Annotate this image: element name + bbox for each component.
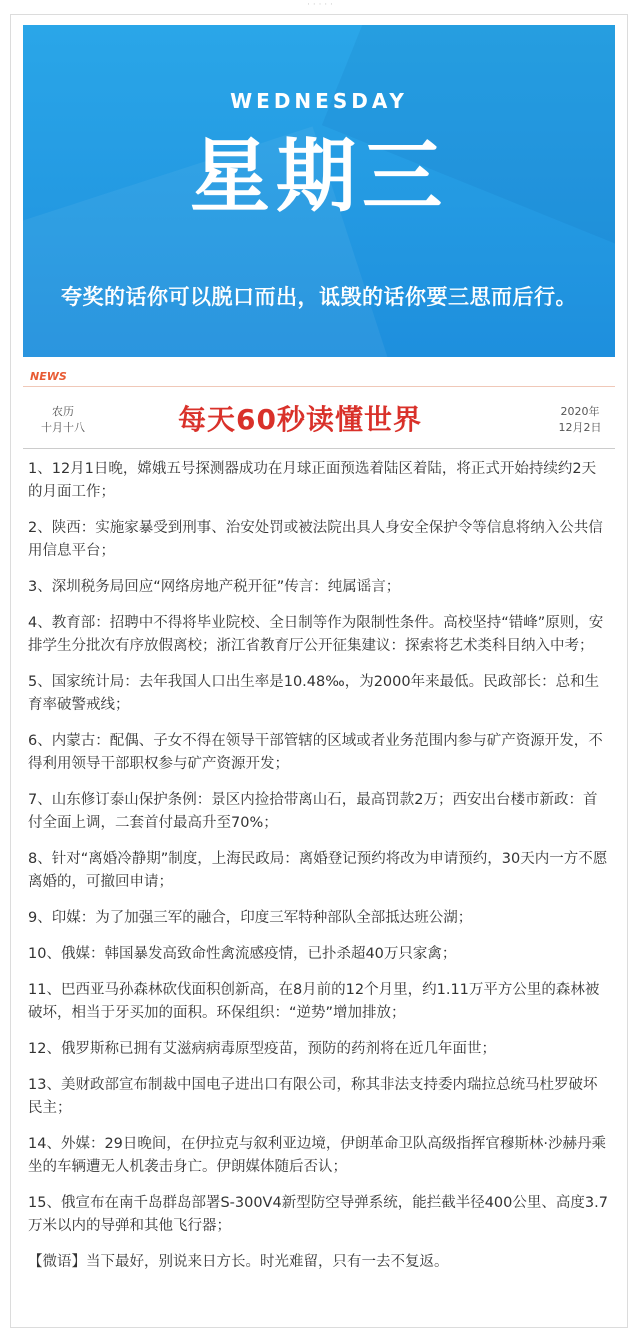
- lunar-label: 农历: [52, 405, 74, 418]
- banner-quote: 夸奖的话你可以脱口而出，诋毁的话你要三思而后行。: [61, 285, 577, 309]
- news-item: 4、教育部：招聘中不得将毕业院校、全日制等作为限制性条件。高校坚持“错峰”原则，安排学生分批次有序放假离校；浙江省教育厅公开征集建议：探索将艺术类科目纳入中考；: [28, 615, 604, 654]
- news-divider: [23, 386, 615, 387]
- lunar-day: 十月十八: [41, 421, 85, 434]
- calendar-date: [540, 404, 620, 436]
- news-item: 8、针对“离婚冷静期”制度，上海民政局：离婚登记预约将改为申请预约，30天内一方不愿离婚的，可撤回申请；: [28, 851, 608, 890]
- banner-image: [23, 25, 615, 357]
- news-item: 3、深圳税务局回应“网络房地产税开征”传言：纯属谣言；: [28, 579, 401, 595]
- news-item: 15、俄宣布在南千岛群岛部署S-300V4新型防空导弹系统，能拦截半径400公里、高度3.7万米以内的导弹和其他飞行器；: [28, 1195, 608, 1234]
- daily-motto: 【微语】当下最好，别说来日方长。时光难留，只有一去不复返。: [28, 1254, 449, 1270]
- news-item: 9、印媒：为了加强三军的融合，印度三军特种部队全部抵达班公湖；: [28, 910, 473, 926]
- news-item: 11、巴西亚马孙森林砍伐面积创新高，在8月前的12个月里，约1.11万平方公里的森林被破坏，相当于牙买加的面积。环保组织：“逆势”增加排放；: [28, 982, 600, 1021]
- date-year: 2020年: [560, 405, 600, 418]
- news-item: 10、俄媒：韩国暴发高致命性禽流感疫情，已扑杀超40万只家禽；: [28, 946, 457, 962]
- lunar-date: [28, 404, 98, 436]
- banner-english-day: WEDNESDAY: [230, 89, 408, 113]
- news-item: 5、国家统计局：去年我国人口出生率是10.48‰，为2000年来最低。民政部长：总和生育率破警戒线；: [28, 674, 600, 713]
- date-day: 12月2日: [558, 421, 602, 434]
- header-divider: [23, 448, 615, 449]
- headline-title: 每天60秒读懂世界: [178, 403, 422, 436]
- news-item: 13、美财政部宣布制裁中国电子进出口有限公司，称其非法支持委内瑞拉总统马杜罗破坏民主；: [28, 1077, 598, 1116]
- news-item: 14、外媒：29日晚间，在伊拉克与叙利亚边境，伊朗革命卫队高级指挥官穆斯林·沙赫丹乘坐的车辆遭无人机袭击身亡。伊朗媒体随后否认；: [28, 1136, 607, 1175]
- news-item: 7、山东修订泰山保护条例：景区内捡拾带离山石，最高罚款2万；西安出台楼市新政：首付全面上调，二套首付最高升至70%；: [28, 792, 598, 831]
- news-item: 1、12月1日晚，嫦娥五号探测器成功在月球正面预选着陆区着陆，将正式开始持续约2天的月面工作；: [28, 461, 597, 500]
- news-item: 2、陕西：实施家暴受到刑事、治安处罚或被法院出具人身安全保护令等信息将纳入公共信用信息平台；: [28, 520, 603, 559]
- banner-chinese-day: 星期三: [190, 130, 448, 223]
- top-caption: · · · · ·: [307, 0, 333, 10]
- news-list: [28, 458, 610, 1274]
- news-item: 12、俄罗斯称已拥有艾滋病病毒原型疫苗，预防的药剂将在近几年面世；: [28, 1041, 496, 1057]
- news-item: 6、内蒙古：配偶、子女不得在领导干部管辖的区域或者业务范围内参与矿产资源开发，不得利用领导干部职权参与矿产资源开发；: [28, 733, 603, 772]
- news-tag: NEWS: [30, 370, 67, 383]
